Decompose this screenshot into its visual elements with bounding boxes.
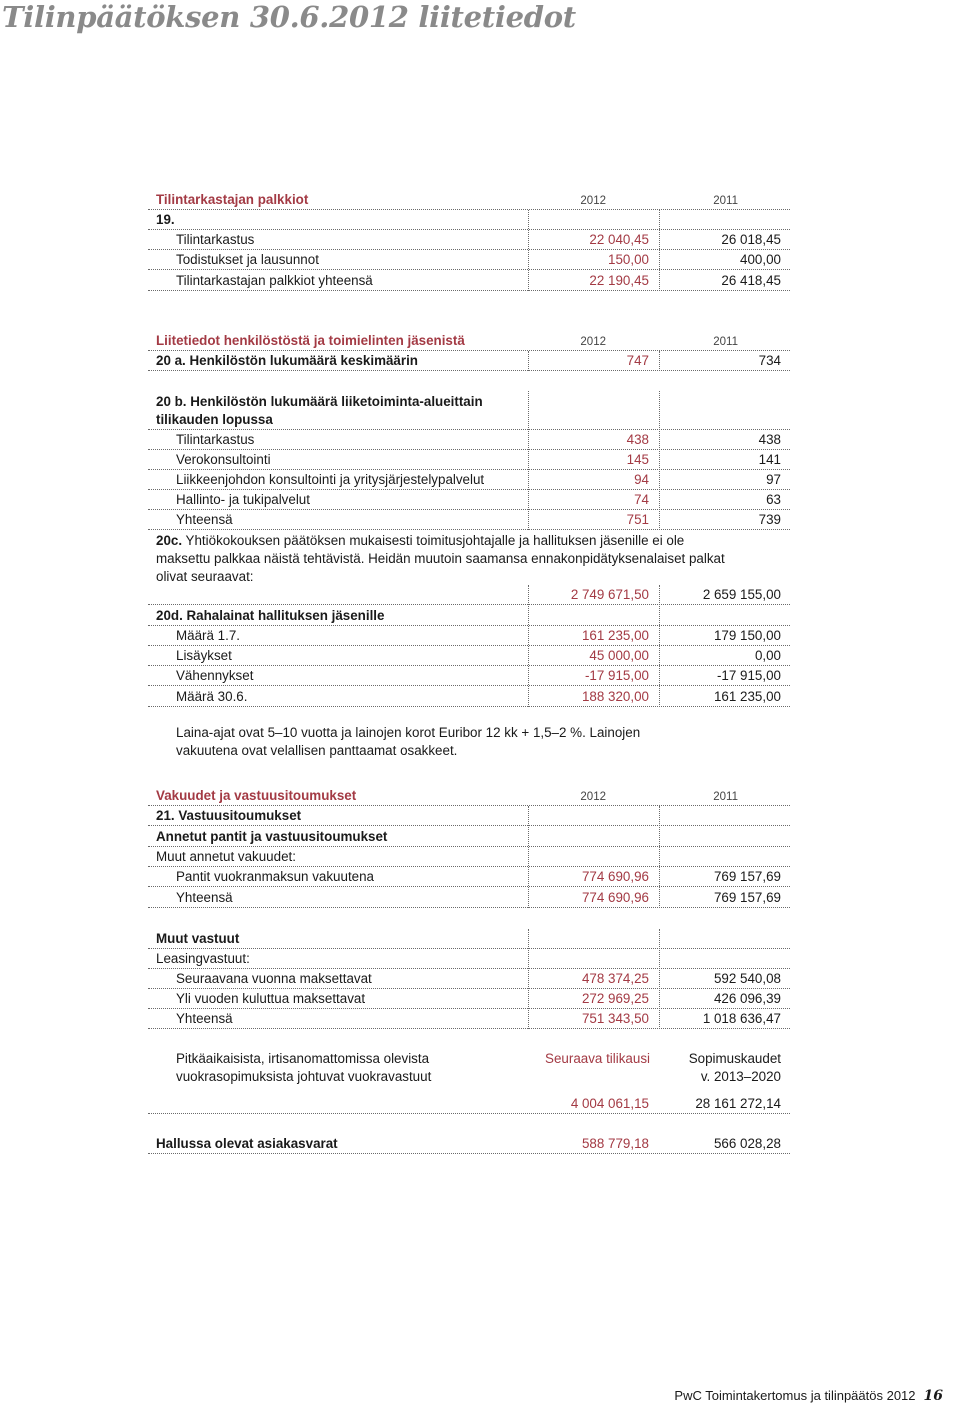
row-label: Tilintarkastus <box>176 432 255 447</box>
value-2012: 161 235,00 <box>581 628 649 643</box>
table-row <box>148 249 790 270</box>
other-collateral-label: Muut annetut vakuudet: <box>156 849 296 864</box>
leasing-label-row <box>148 948 790 969</box>
row-label: Seuraavana vuonna maksettavat <box>176 971 372 986</box>
value-2012: 45 000,00 <box>589 648 649 663</box>
section-20c-values-row <box>148 584 790 605</box>
lease-col-2-label: Sopimuskaudet <box>688 1051 781 1066</box>
lease-line-2: vuokrasopimuksista johtuvat vuokravastuut <box>176 1069 432 1084</box>
row-label: Verokonsultointi <box>176 452 271 467</box>
page-number: 16 <box>923 1388 943 1404</box>
row-label: Määrä 30.6. <box>176 689 248 704</box>
value-2012: 751 343,50 <box>581 1011 649 1026</box>
leasing-label: Leasingvastuut: <box>156 951 250 966</box>
value-2011: 63 <box>766 492 781 507</box>
table-row <box>148 968 790 989</box>
loan-note-line-2: vakuutena ovat velallisen panttaamat osakkeet. <box>176 743 458 758</box>
auditor-fees-heading: Tilintarkastajan palkkiot <box>156 192 309 207</box>
value-2012: 22 040,45 <box>589 232 649 247</box>
staff-20b-heading-row-2 <box>148 409 790 430</box>
table-row <box>148 887 790 908</box>
table-row <box>148 866 790 887</box>
value-2012: 272 969,25 <box>581 991 649 1006</box>
value-2012: 22 190,45 <box>589 273 649 288</box>
lease-col-1-label: Seuraava tilikausi <box>545 1051 650 1066</box>
column-divider <box>659 929 660 1029</box>
collateral-heading-row <box>148 785 790 806</box>
value-2012: 145 <box>626 452 649 467</box>
value-2011: 1 018 636,47 <box>702 1011 781 1026</box>
row-label: Vähennykset <box>176 668 254 683</box>
table-row <box>148 509 790 530</box>
section-20b-heading-cont: tilikauden lopussa <box>156 412 273 427</box>
value-2011: 566 028,28 <box>713 1136 781 1151</box>
section-20c-text <box>156 532 776 586</box>
page-footer <box>674 1388 943 1404</box>
section-21-heading: 21. Vastuusitoumukset <box>156 808 302 823</box>
table-row <box>148 1008 790 1029</box>
loan-note <box>176 724 736 760</box>
year-2012: 2012 <box>580 791 606 803</box>
value-2012: 2 749 671,50 <box>570 587 649 602</box>
value-2011: 400,00 <box>740 252 781 267</box>
year-2011: 2011 <box>713 791 738 803</box>
collateral-heading: Vakuudet ja vastuusitoumukset <box>156 788 357 803</box>
pledges-heading-row <box>148 826 790 847</box>
staff-heading: Liitetiedot henkilöstöstä ja toimielinten jäsenistä <box>156 333 465 348</box>
client-assets-row <box>148 1133 790 1154</box>
column-divider <box>528 585 529 707</box>
row-label: Lisäykset <box>176 648 232 663</box>
value-2011: 161 235,00 <box>713 689 781 704</box>
section-20c-line-2: maksettu palkkaa näistä tehtävistä. Heidän muutoin saamansa ennakonpidätyksenalaiset palkat <box>156 551 725 566</box>
section-20b-heading: 20 b. Henkilöstön lukumäärä liiketoiminta-alueittain <box>156 394 483 409</box>
section-20d-heading: 20d. Rahalainat hallituksen jäsenille <box>156 608 385 623</box>
table-row <box>148 449 790 470</box>
section-19-row <box>148 209 790 230</box>
table-row <box>148 645 790 666</box>
other-collateral-row <box>148 846 790 867</box>
auditor-fees-heading-row <box>148 189 790 210</box>
row-label: Tilintarkastus <box>176 232 255 247</box>
table-row <box>148 270 790 291</box>
other-liabilities-heading-row <box>148 928 790 949</box>
lease-line-1: Pitkäaikaisista, irtisanomattomissa olevista <box>176 1051 430 1066</box>
value-2012: 747 <box>626 353 649 368</box>
row-label: Hallinto- ja tukipalvelut <box>176 492 310 507</box>
column-divider <box>659 585 660 707</box>
staff-20a-row <box>148 350 790 371</box>
value-2011: 179 150,00 <box>713 628 781 643</box>
table-row <box>148 665 790 686</box>
year-2011: 2011 <box>713 336 738 348</box>
year-2011: 2011 <box>713 195 738 207</box>
column-divider <box>659 391 660 530</box>
row-label: Liikkeenjohdon konsultointi ja yritysjärjestelypalvelut <box>176 472 485 487</box>
value-2011: 141 <box>758 452 781 467</box>
row-label: Yhteensä <box>176 890 233 905</box>
row-label: Hallussa olevat asiakasvarat <box>156 1136 338 1151</box>
column-divider <box>528 391 529 530</box>
value-2011: 0,00 <box>754 648 781 663</box>
row-label: Tilintarkastajan palkkiot yhteensä <box>176 273 373 288</box>
year-2012: 2012 <box>580 195 606 207</box>
column-divider <box>659 210 660 291</box>
table-row <box>148 489 790 510</box>
other-liabilities-heading: Muut vastuut <box>156 931 240 946</box>
column-divider <box>528 210 529 291</box>
value-2012: 774 690,96 <box>581 869 649 884</box>
row-label: Yhteensä <box>176 512 233 527</box>
footer-text: PwC Toimintakertomus ja tilinpäätös 2012 <box>674 1388 916 1403</box>
table-row <box>148 429 790 450</box>
value-2011: 426 096,39 <box>713 991 781 1006</box>
table-row <box>148 625 790 646</box>
lease-values-row <box>148 1093 790 1114</box>
value-2011: 26 018,45 <box>721 232 781 247</box>
value-2011: 2 659 155,00 <box>702 587 781 602</box>
row-label: 20 a. Henkilöstön lukumäärä keskimäärin <box>156 353 418 368</box>
loan-note-line-1: Laina-ajat ovat 5–10 vuotta ja lainojen korot Euribor 12 kk + 1,5–2 %. Lainojen <box>176 725 641 740</box>
page-title: Tilinpäätöksen 30.6.2012 liitetiedot <box>2 0 576 34</box>
value-2011: 739 <box>758 512 781 527</box>
row-label: Yhteensä <box>176 1011 233 1026</box>
table-row <box>148 686 790 707</box>
value-2012: 588 779,18 <box>581 1136 649 1151</box>
year-2012: 2012 <box>580 336 606 348</box>
pledges-heading: Annetut pantit ja vastuusitoumukset <box>156 829 388 844</box>
value-2012: 188 320,00 <box>581 689 649 704</box>
lease-col-2-period: v. 2013–2020 <box>700 1069 781 1084</box>
value-2012: 150,00 <box>608 252 649 267</box>
value-2012: 774 690,96 <box>581 890 649 905</box>
section-19-number: 19. <box>156 212 175 227</box>
column-divider <box>528 351 529 371</box>
column-divider <box>528 929 529 1029</box>
lease-col-1-header <box>528 1050 650 1068</box>
section-20c-number: 20c. <box>156 533 183 548</box>
row-label: Määrä 1.7. <box>176 628 241 643</box>
table-row <box>148 988 790 1009</box>
value-2012: -17 915,00 <box>584 668 649 683</box>
value-2011: 769 157,69 <box>713 869 781 884</box>
section-20c-line-3: olivat seuraavat: <box>156 569 254 584</box>
value-2012: 478 374,25 <box>581 971 649 986</box>
row-label: Yli vuoden kuluttua maksettavat <box>176 991 366 1006</box>
value-2012: 438 <box>626 432 649 447</box>
value-2011: 97 <box>766 472 781 487</box>
row-label: Pantit vuokranmaksun vakuutena <box>176 869 375 884</box>
value-2012: 751 <box>626 512 649 527</box>
section-21-row <box>148 805 790 826</box>
section-20c-line-1: Yhtiökokouksen päätöksen mukaisesti toimitusjohtajalle ja hallituksen jäsenille ei ole <box>185 533 685 548</box>
staff-heading-row <box>148 330 790 351</box>
column-divider <box>659 806 660 908</box>
value-2011: 769 157,69 <box>713 890 781 905</box>
value-2012: 74 <box>634 492 649 507</box>
table-row <box>148 229 790 250</box>
column-divider <box>528 806 529 908</box>
value-2011: 734 <box>758 353 781 368</box>
lease-value-next-period: 4 004 061,15 <box>570 1096 649 1111</box>
section-20d-heading-row <box>148 605 790 626</box>
lease-obligations-text <box>176 1050 516 1086</box>
value-2011: 592 540,08 <box>713 971 781 986</box>
staff-20b-heading-row <box>148 391 790 411</box>
value-2011: 438 <box>758 432 781 447</box>
lease-col-2-header <box>660 1050 781 1086</box>
value-2011: 26 418,45 <box>721 273 781 288</box>
lease-value-contract-period: 28 161 272,14 <box>695 1096 781 1111</box>
row-label: Todistukset ja lausunnot <box>176 252 319 267</box>
value-2012: 94 <box>634 472 649 487</box>
value-2011: -17 915,00 <box>716 668 781 683</box>
column-divider <box>659 351 660 371</box>
table-row <box>148 469 790 490</box>
